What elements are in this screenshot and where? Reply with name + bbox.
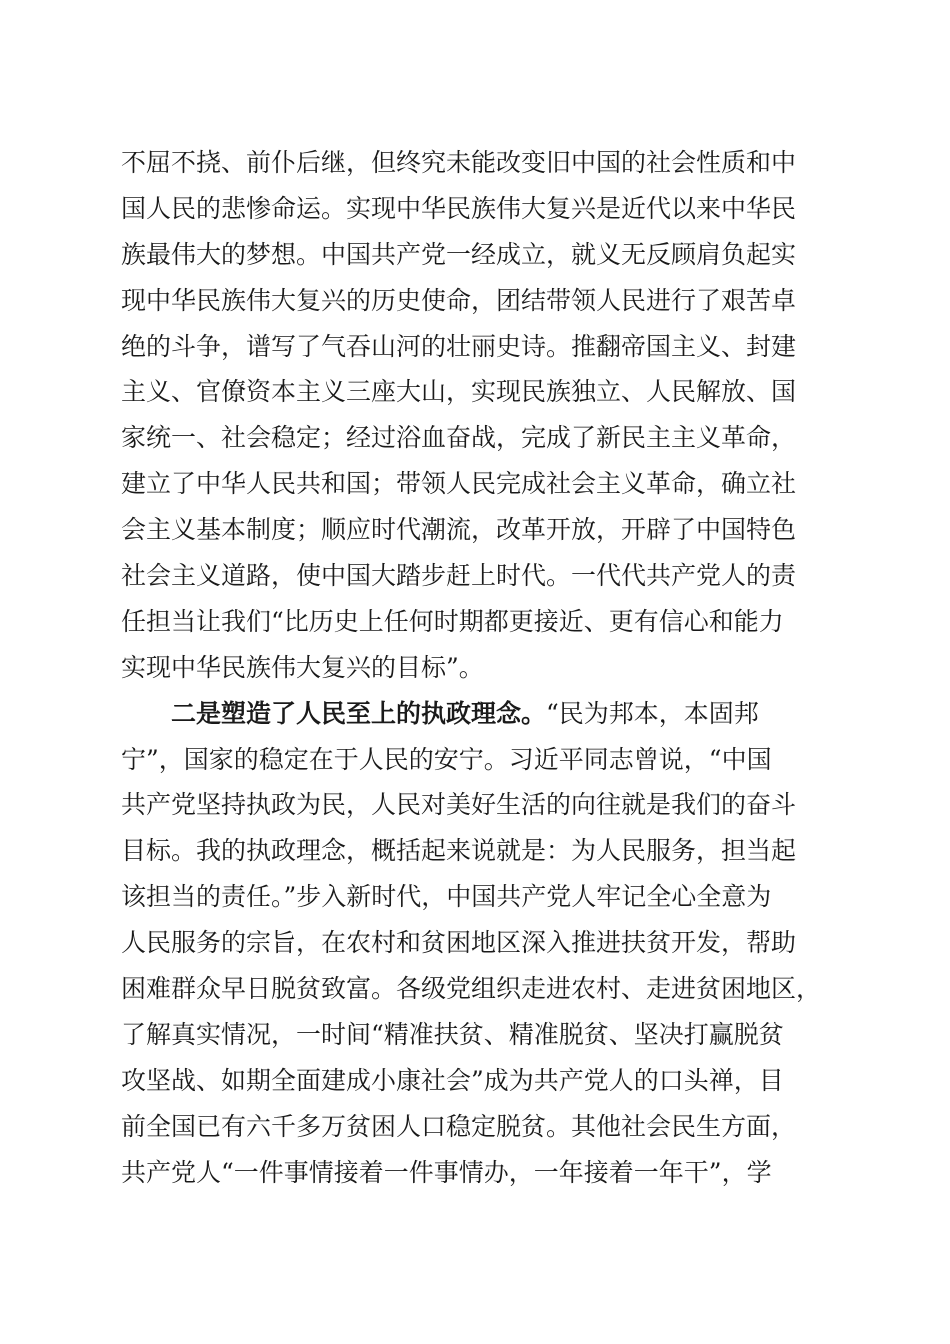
text-line: 绝的斗争，谱写了气吞山河的壮丽史诗。推翻帝国主义、封建 [121, 331, 797, 361]
text-line: 困难群众早日脱贫致富。各级党组织走进农村、走进贫困地区， [121, 974, 822, 1004]
text-line: 族最伟大的梦想。中国共产党一经成立，就义无反顾肩负起实 [121, 239, 797, 269]
text-line: 共产党人“一件事情接着一件事情办，一年接着一年干”，学 [121, 1157, 772, 1187]
text-line: 任担当让我们“比历史上任何时期都更接近、更有信心和能力 [121, 606, 784, 636]
text-line: 不屈不挠、前仆后继，但终究未能改变旧中国的社会性质和中 [121, 148, 797, 177]
text-line: 现中华民族伟大复兴的历史使命，团结带领人民进行了艰苦卓 [121, 285, 797, 315]
text-line: 家统一、社会稳定；经过浴血奋战，完成了新民主主义革命， [121, 423, 797, 453]
body-text [121, 140, 831, 1195]
section-heading: 二是塑造了人民至上的执政理念。 [171, 698, 547, 728]
text-line: 社会主义道路，使中国大踏步赶上时代。一代代共产党人的责 [121, 561, 797, 591]
text-line: 了解真实情况，一时间“精准扶贫、精准脱贫、坚决打赢脱贫 [121, 1019, 784, 1049]
text-line: 会主义基本制度；顺应时代潮流，改革开放，开辟了中国特色 [121, 515, 797, 545]
text-line: 宁”，国家的稳定在于人民的安宁。习近平同志曾说，“中国 [121, 744, 772, 774]
text-line: 主义、官僚资本主义三座大山，实现民族独立、人民解放、国 [121, 377, 797, 407]
paragraph-2 [121, 691, 831, 1196]
text-line: 该担当的责任。”步入新时代，中国共产党人牢记全心全意为 [121, 882, 772, 912]
heading-line-text: “民为邦本，本固邦 [546, 698, 759, 728]
text-line: 实现中华民族伟大复兴的目标”。 [121, 652, 484, 682]
text-line: 攻坚战、如期全面建成小康社会”成为共产党人的口头禅，目 [121, 1065, 784, 1095]
paragraph-first-line [121, 691, 831, 737]
paragraph-1 [121, 140, 831, 691]
text-line: 建立了中华人民共和国；带领人民完成社会主义革命，确立社 [121, 469, 797, 499]
text-line: 人民服务的宗旨，在农村和贫困地区深入推进扶贫开发，帮助 [121, 928, 797, 958]
text-line: 国人民的悲惨命运。实现中华民族伟大复兴是近代以来中华民 [121, 193, 797, 223]
text-line: 共产党坚持执政为民，人民对美好生活的向往就是我们的奋斗 [121, 790, 797, 820]
text-line: 目标。我的执政理念，概括起来说就是：为人民服务，担当起 [121, 836, 797, 866]
text-line: 前全国已有六千多万贫困人口稳定脱贫。其他社会民生方面， [121, 1111, 797, 1141]
